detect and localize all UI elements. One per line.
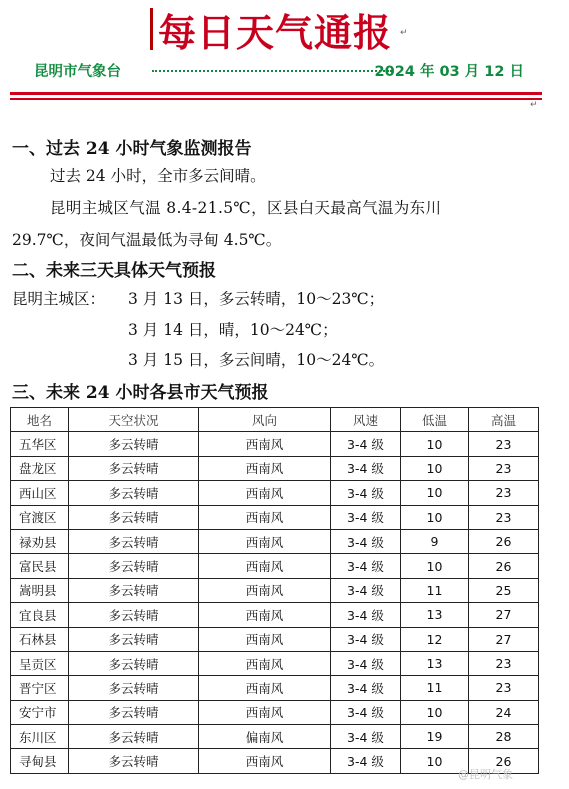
- cell-low-temp: 10: [401, 481, 469, 505]
- cell-location: 西山区: [11, 481, 69, 505]
- cell-location: 官渡区: [11, 505, 69, 529]
- cell-wind-direction: 西南风: [199, 554, 331, 578]
- cell-low-temp: 13: [401, 651, 469, 675]
- forecast-area-label: 昆明主城区：: [12, 290, 106, 308]
- cell-location: 呈贡区: [11, 651, 69, 675]
- col-header-wind-speed: 风速: [331, 408, 401, 432]
- paragraph-mark-icon: ↵: [530, 100, 538, 110]
- cell-wind-speed: 3-4 级: [331, 481, 401, 505]
- col-header-high-temp: 高温: [469, 408, 539, 432]
- cell-wind-speed: 3-4 级: [331, 627, 401, 651]
- table-row: [11, 603, 539, 627]
- cell-wind-direction: 西南风: [199, 529, 331, 553]
- table-row: [11, 700, 539, 724]
- cell-wind-direction: 西南风: [199, 432, 331, 456]
- watermark: @昆明气象: [458, 768, 513, 781]
- table-row: [11, 651, 539, 675]
- cell-wind-direction: 偏南风: [199, 725, 331, 749]
- cell-wind-speed: 3-4 级: [331, 700, 401, 724]
- cell-high-temp: 26: [469, 749, 539, 773]
- table-body: [11, 432, 539, 773]
- cell-high-temp: 23: [469, 432, 539, 456]
- cell-low-temp: 10: [401, 505, 469, 529]
- cell-location: 富民县: [11, 554, 69, 578]
- cell-sky: 多云转晴: [69, 554, 199, 578]
- table-row: [11, 432, 539, 456]
- cell-wind-speed: 3-4 级: [331, 432, 401, 456]
- cell-sky: 多云转晴: [69, 749, 199, 773]
- cell-low-temp: 10: [401, 456, 469, 480]
- section-3-heading: 三、未来 24 小时各县市天气预报: [12, 383, 269, 403]
- cell-wind-direction: 西南风: [199, 603, 331, 627]
- cursor-bar: [150, 8, 153, 50]
- cell-high-temp: 23: [469, 481, 539, 505]
- cell-wind-direction: 西南风: [199, 627, 331, 651]
- cell-wind-direction: 西南风: [199, 505, 331, 529]
- cell-sky: 多云转晴: [69, 651, 199, 675]
- cell-sky: 多云转晴: [69, 725, 199, 749]
- cell-low-temp: 11: [401, 676, 469, 700]
- cell-high-temp: 23: [469, 651, 539, 675]
- cell-location: 寻甸县: [11, 749, 69, 773]
- cell-wind-direction: 西南风: [199, 481, 331, 505]
- table-header-row: [11, 408, 539, 432]
- cell-wind-speed: 3-4 级: [331, 676, 401, 700]
- table-row: [11, 505, 539, 529]
- section-2-heading: 二、未来三天具体天气预报: [12, 261, 216, 281]
- col-header-wind-direction: 风向: [199, 408, 331, 432]
- issue-date: 2024 年 03 月 12 日: [374, 64, 524, 80]
- section-1-heading: 一、过去 24 小时气象监测报告: [12, 139, 252, 159]
- cell-wind-direction: 西南风: [199, 578, 331, 602]
- cell-high-temp: 25: [469, 578, 539, 602]
- section-1-temps-line-2: 29.7℃，夜间气温最低为寻甸 4.5℃。: [12, 231, 282, 249]
- table-row: [11, 578, 539, 602]
- col-header-location: 地名: [11, 408, 69, 432]
- cell-wind-direction: 西南风: [199, 700, 331, 724]
- table-row: [11, 456, 539, 480]
- cell-sky: 多云转晴: [69, 578, 199, 602]
- cell-low-temp: 10: [401, 432, 469, 456]
- cell-high-temp: 23: [469, 505, 539, 529]
- cell-sky: 多云转晴: [69, 529, 199, 553]
- cell-sky: 多云转晴: [69, 481, 199, 505]
- cell-sky: 多云转晴: [69, 456, 199, 480]
- cell-sky: 多云转晴: [69, 700, 199, 724]
- forecast-day-2: 3 月 14 日，晴，10～24℃；: [128, 321, 338, 339]
- cell-low-temp: 11: [401, 578, 469, 602]
- county-forecast-table: [10, 407, 539, 774]
- cell-wind-speed: 3-4 级: [331, 529, 401, 553]
- cell-wind-speed: 3-4 级: [331, 505, 401, 529]
- cell-wind-speed: 3-4 级: [331, 651, 401, 675]
- cell-location: 晋宁区: [11, 676, 69, 700]
- table-row: [11, 676, 539, 700]
- cell-sky: 多云转晴: [69, 505, 199, 529]
- table-row: [11, 725, 539, 749]
- cell-high-temp: 27: [469, 627, 539, 651]
- table-row: [11, 529, 539, 553]
- cell-high-temp: 23: [469, 676, 539, 700]
- cell-wind-speed: 3-4 级: [331, 725, 401, 749]
- dotted-leader: [152, 70, 392, 72]
- cell-location: 石林县: [11, 627, 69, 651]
- header-rule-thick: [10, 92, 542, 95]
- cell-low-temp: 13: [401, 603, 469, 627]
- cell-location: 宜良县: [11, 603, 69, 627]
- col-header-sky: 天空状况: [69, 408, 199, 432]
- cell-wind-direction: 西南风: [199, 749, 331, 773]
- cell-wind-direction: 西南风: [199, 651, 331, 675]
- paragraph-mark-icon: ↵: [400, 28, 408, 38]
- table-row: [11, 481, 539, 505]
- cell-high-temp: 28: [469, 725, 539, 749]
- issuer-line: [34, 60, 534, 82]
- cell-wind-speed: 3-4 级: [331, 749, 401, 773]
- cell-location: 五华区: [11, 432, 69, 456]
- cell-wind-speed: 3-4 级: [331, 554, 401, 578]
- cell-low-temp: 19: [401, 725, 469, 749]
- cell-high-temp: 26: [469, 554, 539, 578]
- cell-location: 禄劝县: [11, 529, 69, 553]
- cell-sky: 多云转晴: [69, 603, 199, 627]
- cell-location: 嵩明县: [11, 578, 69, 602]
- cell-high-temp: 26: [469, 529, 539, 553]
- cell-low-temp: 12: [401, 627, 469, 651]
- cell-low-temp: 9: [401, 529, 469, 553]
- cell-high-temp: 27: [469, 603, 539, 627]
- section-1-temps-line-1: 昆明主城区气温 8.4-21.5℃，区县白天最高气温为东川: [50, 199, 442, 217]
- col-header-low-temp: 低温: [401, 408, 469, 432]
- table-row: [11, 627, 539, 651]
- cell-sky: 多云转晴: [69, 432, 199, 456]
- page-title: 每日天气通报: [158, 10, 393, 55]
- section-1-summary: 过去 24 小时，全市多云间晴。: [50, 167, 266, 185]
- cell-sky: 多云转晴: [69, 627, 199, 651]
- cell-wind-direction: 西南风: [199, 676, 331, 700]
- cell-low-temp: 10: [401, 554, 469, 578]
- cell-wind-speed: 3-4 级: [331, 578, 401, 602]
- cell-high-temp: 23: [469, 456, 539, 480]
- cell-location: 盘龙区: [11, 456, 69, 480]
- cell-low-temp: 10: [401, 700, 469, 724]
- cell-wind-direction: 西南风: [199, 456, 331, 480]
- forecast-day-1: 3 月 13 日，多云转晴，10～23℃；: [128, 290, 385, 308]
- cell-location: 东川区: [11, 725, 69, 749]
- table-row: [11, 554, 539, 578]
- cell-high-temp: 24: [469, 700, 539, 724]
- cell-sky: 多云转晴: [69, 676, 199, 700]
- cell-low-temp: 10: [401, 749, 469, 773]
- cell-location: 安宁市: [11, 700, 69, 724]
- cell-wind-speed: 3-4 级: [331, 456, 401, 480]
- issuer: 昆明市气象台: [34, 64, 121, 80]
- forecast-day-3: 3 月 15 日，多云间晴，10～24℃。: [128, 351, 385, 369]
- header-rule-thin: [10, 98, 542, 100]
- cell-wind-speed: 3-4 级: [331, 603, 401, 627]
